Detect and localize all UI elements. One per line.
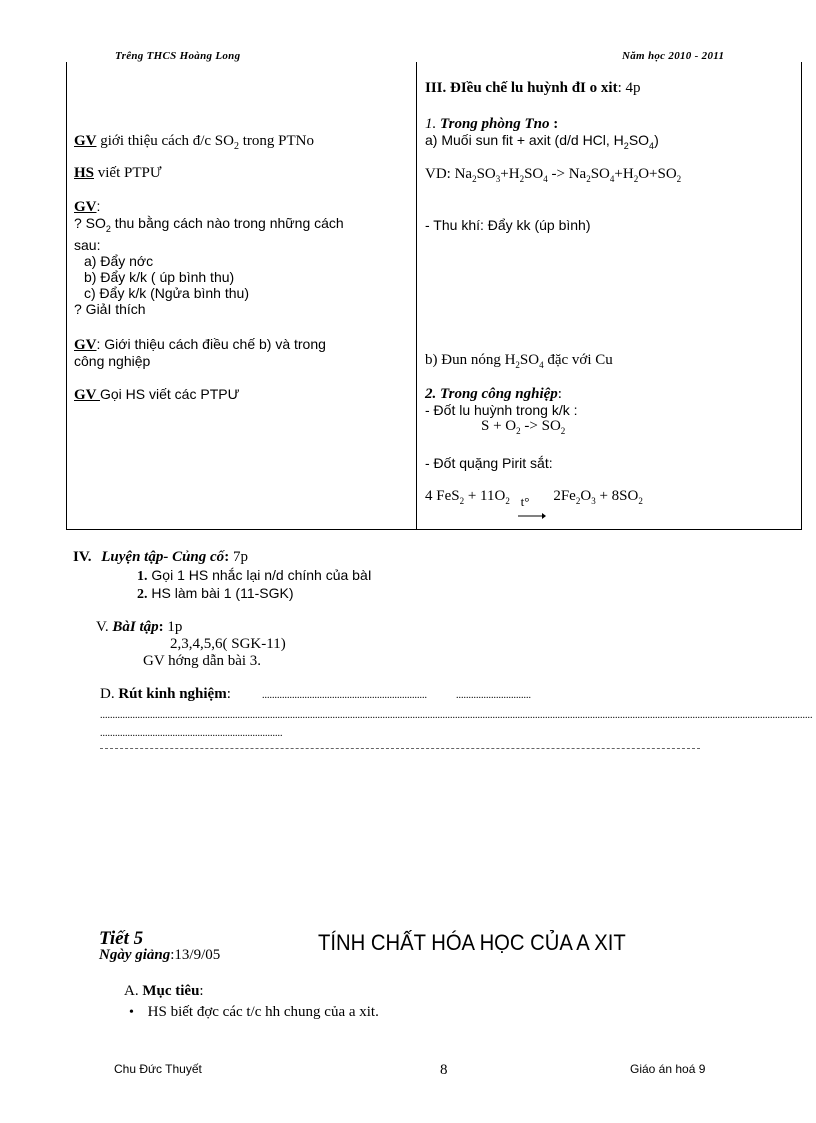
objective-item: • HS biết đợc các t/c hh chung của a xit. xyxy=(129,1004,379,1020)
gv-tag: GV xyxy=(74,199,97,215)
left-row-4: GV: Giới thiệu cách điều chế b) và trong công nghiệp xyxy=(74,336,326,369)
footer-subject: Giáo án hoá 9 xyxy=(630,1062,706,1076)
table-left-border xyxy=(66,62,67,530)
left-row-5: GV Gọi HS viết các PTPƯ xyxy=(74,386,240,403)
option-a: a) Đẩy nớc xyxy=(84,252,154,269)
sub-heading-lab: 1. Trong phòng Tno : a) Muối sun fit + axit (d/d HCl, $H_2SO_4$) xyxy=(425,116,659,151)
gv-tag: GV xyxy=(74,337,97,353)
pyrite-burn: - Đốt quặng Pirit sắt: xyxy=(425,455,553,471)
lesson-number: Tiết 5 xyxy=(99,928,144,949)
table-bottom-border xyxy=(66,529,802,530)
sub-heading-industry: 2. Trong công nghiệp: - Đốt lu huỳnh trong k/k : $S + O_2 -> SO_2$ xyxy=(425,386,578,436)
list-item: 2. HS làm bài 1 (11-SGK) xyxy=(137,585,294,602)
method-b: b) Đun nóng $H_2SO_4$ đặc với Cu xyxy=(425,352,613,370)
dotted-line: .................................................................. xyxy=(262,690,427,701)
hs-tag: HS xyxy=(74,165,95,181)
lesson-title: TÍNH CHẤT HÓA HỌC CỦA A XIT xyxy=(318,930,626,955)
dotted-line: ......................................................................... xyxy=(100,728,283,739)
gv-tag: GV xyxy=(74,133,97,149)
left-row-2: HS viết PTPƯ xyxy=(74,165,162,181)
header-year: Năm học 2010 - 2011 xyxy=(622,50,725,62)
option-c: c) Đẩy k/k (Ngửa bình thu) xyxy=(84,284,249,301)
section-3-heading: III. ĐIều chế lu huỳnh đI o xit: 4p xyxy=(425,80,641,96)
list-item: 1. Gọi 1 HS nhắc lại n/d chính của bàI xyxy=(137,567,372,584)
section-5: V. BàI tập: 1p xyxy=(96,619,183,635)
option-b: b) Đẩy k/k ( úp bình thu) xyxy=(84,268,235,285)
example-equation: VD: $Na_2SO_3+H_2SO_4 -> Na_2SO_4+H_2O+SO_2$ xyxy=(425,166,682,184)
footer-author: Chu Đức Thuyết xyxy=(114,1062,202,1076)
section-4: IV. Luyện tập- Củng cố: 7p xyxy=(73,549,248,565)
gv-tag: GV xyxy=(74,387,100,403)
section-5-exercises: 2,3,4,5,6( SGK-11) xyxy=(170,636,286,652)
section-d: D. Rút kinh nghiệm: xyxy=(100,686,231,702)
dotted-line: .............................. xyxy=(456,690,531,701)
left-row-1: GV giới thiệu cách đ/c $SO_2$ trong PTNo xyxy=(74,133,314,152)
teaching-date: Ngày giảng:13/9/05 xyxy=(99,947,221,963)
section-5-instruction: GV hớng dẫn bài 3. xyxy=(143,653,262,669)
section-4-list xyxy=(137,567,372,603)
pyrite-equation: 4 $FeS_2 + 11O_2$ t° $2Fe_2O_3 + 8SO_2$ xyxy=(425,488,643,506)
dotted-line: ............................................................................................................................................................................................................................................................................................. xyxy=(100,710,813,721)
objectives-heading: A. Mục tiêu: xyxy=(124,983,204,999)
table-right-border xyxy=(801,62,802,530)
page-number: 8 xyxy=(440,1062,448,1078)
dashed-line xyxy=(100,748,700,749)
header-school: Trêng THCS Hoàng Long xyxy=(115,50,241,62)
gas-collection: - Thu khí: Đẩy kk (úp bình) xyxy=(425,217,591,233)
left-row-3: GV: ? $SO_2$ thu bằng cách nào trong những cách sau: a) Đẩy nớc b) Đẩy k/k ( úp bình thu) c) Đẩy k/k (Ngửa bình thu) ? GiảI thích xyxy=(74,198,344,317)
table-middle-border xyxy=(416,62,417,530)
bullet-icon: • xyxy=(129,1005,134,1020)
